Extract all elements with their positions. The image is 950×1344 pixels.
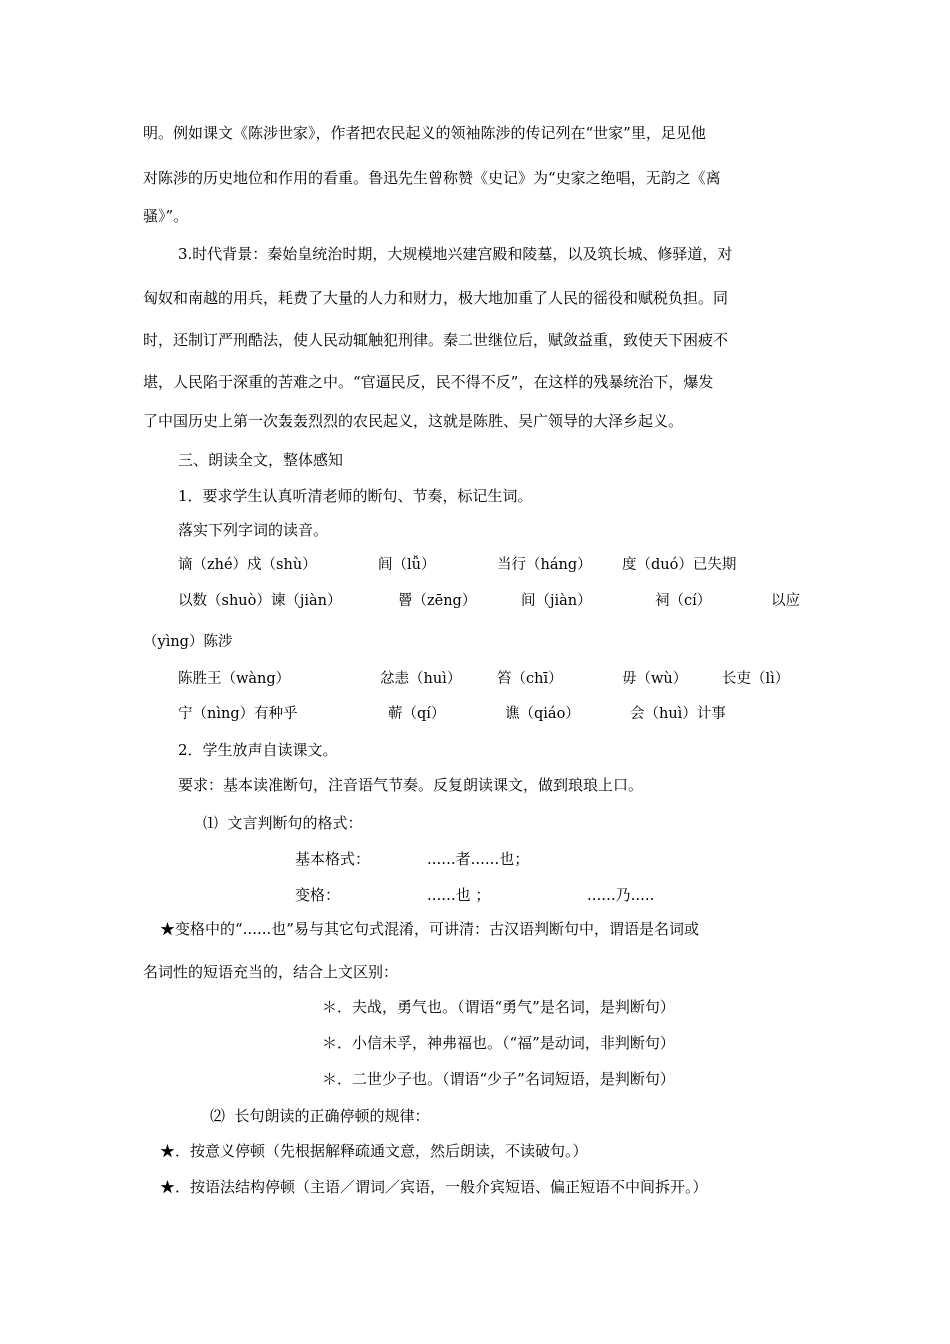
- pronunciation-item: 笞（chī）: [497, 671, 563, 687]
- step-two: 2．学生放声自读课文。: [178, 741, 338, 759]
- pronunciation-item: 以数（shuò）谏（jiàn）: [178, 593, 342, 609]
- paragraph-line: 堪，人民陷于深重的苦难之中。“官逼民反，民不得不反”，在这样的残暴统治下，爆发: [143, 373, 714, 391]
- rule-line: ★．按语法结构停顿（主语／谓词／宾语，一般介宾短语、偏正短语不中间拆开。）: [160, 1178, 708, 1196]
- section-heading: 三、朗读全文，整体感知: [178, 451, 344, 469]
- note-line: ★变格中的“......也”易与其它句式混淆，可讲清：古汉语判断句中，谓语是名词或: [160, 920, 699, 938]
- variant-value: ......乃.....: [587, 886, 655, 904]
- subsection-heading: ⑴ 文言判断句的格式：: [203, 814, 363, 832]
- step-one: 1．要求学生认真听清老师的断句、节奏，标记生词。: [178, 487, 533, 505]
- paragraph-line: 3.时代背景：秦始皇统治时期，大规模地兴建宫殿和陵墓，以及筑长城、修驿道，对: [178, 245, 733, 263]
- pronunciation-item: 陈胜王（wàng）: [178, 671, 291, 687]
- pronunciation-item: 当行（háng）: [497, 557, 592, 573]
- paragraph-line: 时，还制订严刑酷法，使人民动辄触犯刑律。秦二世继位后，赋敛益重，致使天下困疲不: [143, 331, 729, 349]
- pronunciation-item: 祠（cí）: [655, 593, 712, 609]
- basic-format-value: ......者......也；: [427, 850, 530, 868]
- paragraph-line: 明。例如课文《陈涉世家》，作者把农民起义的领袖陈涉的传记列在“世家”里，足见他: [143, 124, 706, 142]
- pronunciation-item: 间（jiàn）: [521, 593, 592, 609]
- pronunciation-item: （yìng）陈涉: [143, 634, 233, 650]
- pronunciation-item: 长吏（lì）: [722, 671, 790, 687]
- pronunciation-item: 以应: [771, 593, 800, 609]
- paragraph-line: 了中国历史上第一次轰轰烈烈的农民起义，这就是陈胜、吴广领导的大泽乡起义。: [143, 412, 684, 430]
- paragraph-line: 对陈涉的历史地位和作用的看重。鲁迅先生曾称赞《史记》为“史家之绝唱，无韵之《离: [143, 169, 721, 187]
- note-line: 名词性的短语充当的，结合上文区别：: [143, 963, 399, 981]
- requirement-text: 要求：基本读准断句，注音语气节奏。反复朗读课文，做到琅琅上口。: [178, 776, 644, 794]
- rule-line: ★．按意义停顿（先根据解释疏通文意，然后朗读，不读破句。）: [160, 1142, 588, 1160]
- paragraph-line: 骚》”。: [143, 207, 189, 225]
- pronunciation-item: 谯（qiáo）: [505, 706, 580, 722]
- example-sentence: ＊．夫战，勇气也。（谓语“勇气”是名词，是判断句）: [322, 998, 675, 1016]
- variant-value: ......也 ；: [427, 886, 491, 904]
- pronunciation-item: 毋（wù）: [622, 671, 688, 687]
- pronunciation-item: 谪（zhé）戍（shù）: [178, 557, 317, 573]
- example-sentence: ＊．小信未孚，神弗福也。（“福”是动词，非判断句）: [322, 1034, 675, 1052]
- example-sentence: ＊．二世少子也。（谓语“少子”名词短语，是判断句）: [322, 1070, 675, 1088]
- pronunciation-item: 罾（zēng）: [398, 593, 477, 609]
- pronunciation-item: 会（huì）计事: [630, 706, 726, 722]
- subsection-heading: ⑵ 长句朗读的正确停顿的规律：: [210, 1107, 430, 1125]
- pronunciation-intro: 落实下列字词的读音。: [178, 521, 329, 539]
- pronunciation-item: 宁（nìng）有种乎: [178, 706, 298, 722]
- paragraph-line: 匈奴和南越的用兵，耗费了大量的人力和财力，极大地加重了人民的徭役和赋税负担。同: [143, 289, 729, 307]
- basic-format-label: 基本格式：: [295, 850, 371, 868]
- variant-label: 变格：: [295, 886, 341, 904]
- pronunciation-item: 忿恚（huì）: [380, 671, 462, 687]
- pronunciation-item: 度（duó）已失期: [622, 557, 737, 573]
- pronunciation-item: 闾（lǚ）: [378, 557, 436, 573]
- pronunciation-item: 蕲（qí）: [388, 706, 446, 722]
